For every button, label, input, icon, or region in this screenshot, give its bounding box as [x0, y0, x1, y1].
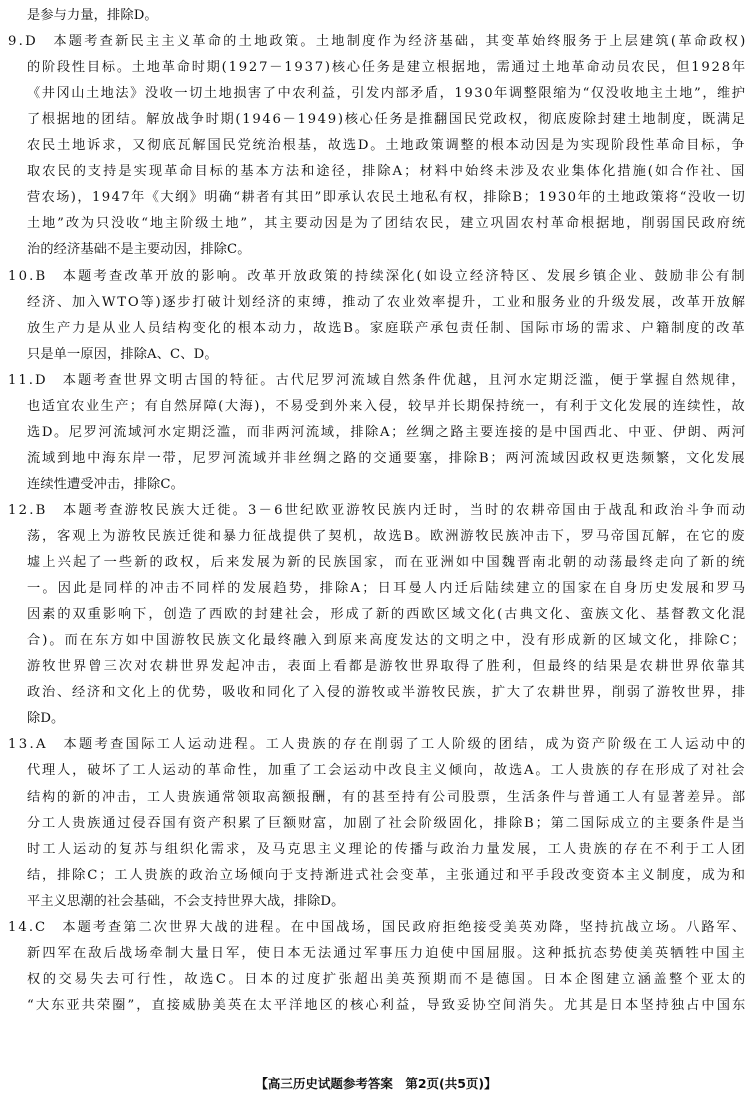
text-line: 游牧世界曾三次对农耕世界发起冲击，表面上看都是游牧世界取得了胜利，但最终的结果是农耕世界依靠其 — [27, 659, 747, 675]
text-line: 因素的双重影响下，创造了西欧的封建社会，形成了新的西欧区域文化(古典文化、蛮族文化、基督教文化混 — [27, 607, 747, 623]
text-line: 营农场)，1947年《大纲》明确“耕者有其田”即承认农民土地私有权，排除B；1930年的土地政策将“没收一切 — [27, 190, 747, 206]
text-line: “大东亚共荣圈”，直接威胁美英在太平洋地区的核心利益，导致妥协空间消失。尤其是日本坚持独占中国东 — [27, 997, 748, 1013]
text-line: 取农民的支持是实现革命目标的基本方法和途径，排除A；材料中始终未涉及农业集体化措施(如合作社、国 — [27, 164, 747, 180]
text-line: 政治、经济和文化上的优势，吸收和同化了入侵的游牧或半游牧民族，扩大了农耕世界，削弱了游牧世界，排 — [27, 685, 747, 701]
text-line: 一。因此是同样的冲击不同样的发展趋势，排除A；日耳曼人内迁后陆续建立的国家在自身历史发展和罗马 — [27, 581, 748, 597]
text-line: 放生产力是从业人员结构变化的根本动力，故选B。家庭联产承包责任制、国际市场的需求、户籍制度的改革 — [27, 320, 747, 336]
answer-item-line: 14.C 本题考查第二次世界大战的进程。在中国战场，国民政府拒绝接受美英劝降，坚持抗战立场。八路军、 — [8, 919, 748, 935]
answer-item-line: 10.B 本题考查改革开放的影响。改革开放政策的持续深化(如设立经济特区、发展乡镇企业、鼓励非公有制 — [8, 268, 747, 284]
text-line: 治的经济基础不是主要动因，排除C。 — [27, 242, 251, 258]
text-line: 是参与力量，排除D。 — [27, 8, 158, 23]
text-line: 时工人运动的复苏与组织化需求，及马克思主义理论的传播与政治力量发展，工人贵族的存在不利于工人团 — [27, 841, 747, 857]
text-line: 除D。 — [27, 711, 65, 727]
text-line: 连续性遭受冲击，排除C。 — [27, 476, 184, 492]
text-line: 选D。尼罗河流域河水定期泛滥，而非两河流域，排除A；丝绸之路主要连接的是中国西北、中亚、伊朗、两河 — [27, 424, 747, 440]
text-line: 土地”改为只没收“地主阶级土地”，其主要动因是为了团结农民，建立巩固农村革命根据地，削弱国民政府统 — [27, 216, 747, 232]
page-footer: 【高三历史试题参考答案 第2页(共5页)】 — [255, 1076, 497, 1091]
text-line: 流域到地中海东岸一带，尼罗河流域并非丝绸之路的交通要塞，排除B；两河流域因政权更迭频繁，文化发展 — [27, 450, 747, 466]
text-line: 合)。而在东方如中国游牧民族文化最终融入到原来高度发达的文明之中，没有形成新的区域文化，排除C； — [27, 633, 747, 649]
text-line: 《井冈山土地法》没收一切土地损害了中农利益，引发内部矛盾，1930年调整限缩为“仅没收地主土地”，维护 — [27, 86, 747, 102]
text-line: 的阶段性目标。土地革命时期(1927－1937)核心任务是建立根据地，需通过土地革命动员农民，但1928年 — [27, 60, 747, 76]
text-line: 权的交易失去可行性，故选C。日本的过度扩张超出美英预期而不是德国。日本企图建立涵盖整个亚太的 — [27, 971, 748, 987]
text-line: 结，排除C；工人贵族的政治立场倾向于支持渐进式社会变革，主张通过和平手段改变资本主义制度，成为和 — [27, 867, 747, 883]
text-line: 了根据地的团结。解放战争时期(1946－1949)核心任务是推翻国民党政权，彻底废除封建土地制度，既满足 — [27, 112, 747, 128]
text-line: 经济、加入WTO等)逐步打破计划经济的束缚，推动了农业效率提升，工业和服务业的升级发展，改革开放解 — [27, 294, 747, 310]
text-line: 代理人，破坏了工人运动的革命性，加重了工会运动中改良主义倾向，故选A。工人贵族的存在形成了对社会 — [27, 763, 747, 779]
answer-item-line: 9.D 本题考查新民主主义革命的土地政策。土地制度作为经济基础，其变革始终服务于上层建筑(革命政权) — [8, 34, 748, 50]
answer-item-line: 11.D 本题考查世界文明古国的特征。古代尼罗河流域自然条件优越，且河水定期泛滥，便于掌握自然规律， — [8, 372, 747, 388]
text-line: 只是单一原因，排除A、C、D。 — [27, 346, 218, 362]
text-line: 农民土地诉求，又彻底瓦解国民党统治根基，故选D。土地政策调整的根本动因是为实现阶段性革命目标，争 — [27, 138, 747, 154]
answer-item-line: 13.A 本题考查国际工人运动进程。工人贵族的存在削弱了工人阶级的团结，成为资产阶级在工人运动中的 — [8, 737, 748, 753]
text-line: 分工人贵族通过侵吞国有资产积累了巨额财富，加剧了社会阶级固化，排除B；第二国际成立的主要条件是当 — [27, 815, 747, 831]
text-line: 新四军在敌后战场牵制大量日军，使日本无法通过军事压力迫使中国屈服。这种抵抗态势使美英牺牲中国主 — [27, 945, 747, 961]
text-line: 结构的新的冲击，工人贵族通常领取高额报酬，有的甚至持有公司股票，生活条件与普通工人有显著差异。部 — [27, 789, 747, 805]
text-line: 也适宜农业生产；有自然屏障(大海)，不易受到外来入侵，较早并长期保持统一，有利于文化发展的连续性，故 — [27, 398, 747, 414]
text-line: 平主义思潮的社会基础，不会支持世界大战，排除D。 — [27, 893, 345, 909]
text-line: 墟上兴起了一些新的政权，后来发展为新的民族国家，而在亚洲如中国魏晋南北朝的动荡最终走向了新的统 — [27, 555, 747, 571]
text-line: 荡，客观上为游牧民族迁徙和暴力征战提供了契机，故选B。欧洲游牧民族冲击下，罗马帝国瓦解，在它的废 — [27, 529, 747, 544]
answer-item-line: 12.B 本题考查游牧民族大迁徙。3－6世纪欧亚游牧民族内迁时，当时的农耕帝国由于战乱和政治斗争而动 — [8, 502, 748, 518]
